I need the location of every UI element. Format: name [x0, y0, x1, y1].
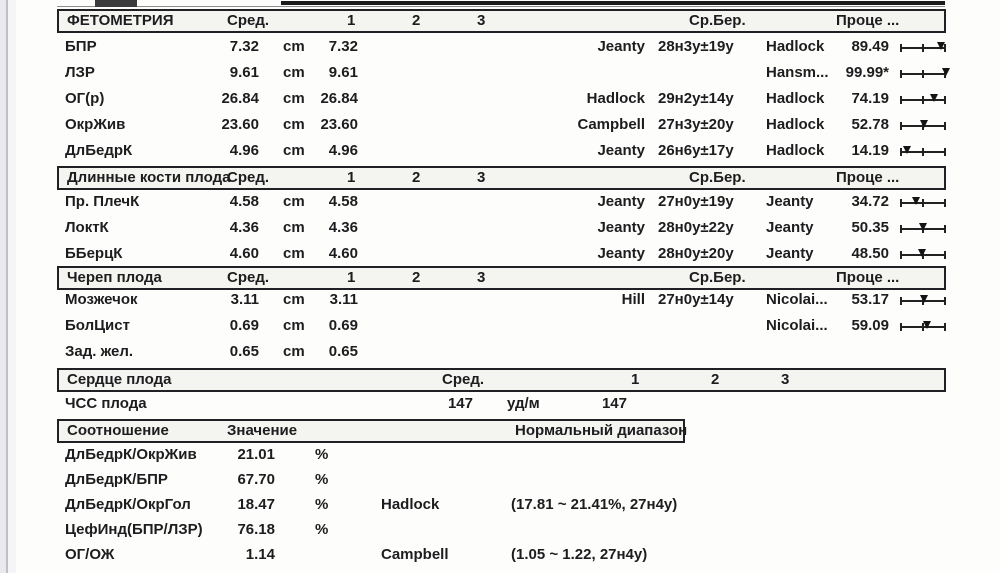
measurement-1: 9.61 — [328, 64, 358, 81]
percentile-scale — [900, 249, 946, 260]
percentile-value: 53.17 — [851, 291, 889, 308]
col-header-2: 2 — [412, 169, 421, 186]
ratio-value: 76.18 — [237, 521, 275, 538]
unit-label: cm — [283, 245, 305, 262]
col-header-percentile: Проце ... — [836, 169, 900, 186]
ratio-name: ОГ/ОЖ — [65, 546, 115, 563]
gest-age-value: 27н0у±19у — [658, 193, 734, 210]
avg-value: 7.32 — [229, 38, 259, 55]
percentile-author: Jeanty — [766, 193, 814, 210]
col-header-avg: Сред. — [227, 269, 270, 286]
unit-label: cm — [283, 193, 305, 210]
ratio-name: ДлБедрК/ОкрЖив — [65, 446, 197, 463]
ratio-value: 18.47 — [237, 496, 275, 513]
avg-value: 9.61 — [229, 64, 259, 81]
section-header-long-bones — [57, 166, 946, 190]
percentile-scale — [900, 42, 946, 53]
percentile-value: 89.49 — [851, 38, 889, 55]
table-row — [57, 216, 948, 242]
col-header-normal-range: Нормальный диапазон — [515, 422, 688, 439]
percentile-scale — [900, 197, 946, 208]
percentile-scale — [900, 94, 946, 105]
percentile-value: 14.19 — [851, 142, 889, 159]
percentile-value: 52.78 — [851, 116, 889, 133]
col-header-avg: Сред. — [227, 169, 270, 186]
measurement-1: 23.60 — [320, 116, 358, 133]
col-header-avg: Сред. — [227, 12, 270, 29]
gest-age-value: 28н3у±19у — [658, 38, 734, 55]
percentile-value: 34.72 — [851, 193, 889, 210]
measurement-1: 0.69 — [328, 317, 358, 334]
col-header-2: 2 — [412, 269, 421, 286]
gest-age-value: 26н6у±17у — [658, 142, 734, 159]
section-title: Сердце плода — [67, 371, 172, 388]
ratio-value: 21.01 — [237, 446, 275, 463]
gest-age-value: 29н2у±14у — [658, 90, 734, 107]
section-skull — [57, 266, 948, 366]
table-row — [57, 35, 948, 61]
param-name: ЛоктК — [65, 219, 109, 236]
measurement-1: 26.84 — [320, 90, 358, 107]
cropped-table-edge-thin — [57, 6, 945, 7]
col-header-1: 1 — [347, 12, 356, 29]
section-fetometry — [57, 9, 948, 166]
percentile-scale — [900, 223, 946, 234]
unit-label: % — [315, 521, 329, 538]
percentile-marker-icon — [918, 249, 926, 257]
gest-author — [495, 314, 645, 338]
percentile-value: 74.19 — [851, 90, 889, 107]
gest-author: Jeanty — [597, 193, 645, 210]
ratio-name: ДлБедрК/ОкрГол — [65, 496, 191, 513]
col-header-gest-age: Ср.Бер. — [689, 12, 746, 29]
col-header-1: 1 — [631, 371, 640, 388]
percentile-marker-icon — [942, 68, 950, 76]
unit-label: cm — [283, 219, 305, 236]
section-header-fetometry — [57, 9, 946, 33]
param-name: БПР — [65, 38, 97, 55]
percentile-author: Hadlock — [766, 90, 825, 107]
col-header-2: 2 — [412, 12, 421, 29]
measurement-1: 4.96 — [328, 142, 358, 159]
scan-edge-strip — [0, 0, 8, 573]
table-row — [57, 392, 948, 418]
gest-author — [495, 340, 645, 364]
col-header-3: 3 — [477, 12, 486, 29]
param-name: Мозжечок — [65, 291, 138, 308]
unit-label: cm — [283, 343, 305, 360]
param-name: ЧСС плода — [65, 395, 147, 412]
param-name: БолЦист — [65, 317, 130, 334]
avg-value: 4.36 — [229, 219, 259, 236]
section-title: ФЕТОМЕТРИЯ — [67, 12, 174, 29]
param-name: ББерцК — [65, 245, 123, 262]
measurement-1: 4.58 — [328, 193, 358, 210]
param-name: ЛЗР — [65, 64, 95, 81]
percentile-value: 59.09 — [851, 317, 889, 334]
percentile-author: Nicolai... — [766, 291, 828, 308]
col-header-1: 1 — [347, 269, 356, 286]
unit-label: % — [315, 496, 329, 513]
normal-range: (17.81 ~ 21.41%, 27н4у) — [511, 496, 678, 513]
unit-label: % — [315, 446, 329, 463]
table-row — [57, 139, 948, 165]
param-name: Зад. жел. — [65, 343, 134, 360]
table-row — [57, 314, 948, 340]
percentile-marker-icon — [920, 120, 928, 128]
table-row — [57, 87, 948, 113]
gest-age-value: 27н0у±14у — [658, 291, 734, 308]
table-row — [57, 518, 948, 544]
percentile-scale — [900, 321, 946, 332]
table-row — [57, 443, 948, 469]
table-row — [57, 288, 948, 314]
table-row — [57, 242, 948, 268]
percentile-author: Hadlock — [766, 116, 825, 133]
percentile-scale — [900, 295, 946, 306]
table-row — [57, 493, 948, 519]
avg-value: 23.60 — [221, 116, 259, 133]
param-name: ОкрЖив — [65, 116, 126, 133]
table-row — [57, 61, 948, 87]
percentile-author: Hadlock — [766, 142, 825, 159]
percentile-marker-icon — [930, 94, 938, 102]
avg-value: 147 — [447, 395, 473, 412]
gest-author: Jeanty — [597, 245, 645, 262]
gest-age-value: 28н0у±22у — [658, 219, 734, 236]
col-header-gest-age: Ср.Бер. — [689, 169, 746, 186]
range-author: Campbell — [381, 546, 449, 563]
percentile-marker-icon — [923, 321, 931, 329]
col-header-2: 2 — [711, 371, 720, 388]
section-header-ratios — [57, 419, 688, 443]
col-header-3: 3 — [477, 269, 486, 286]
gest-author: Jeanty — [597, 142, 645, 159]
gest-author: Jeanty — [597, 38, 645, 55]
gest-age-value: 27н3у±20у — [658, 116, 734, 133]
unit-label: cm — [283, 116, 305, 133]
section-ratios — [57, 419, 948, 573]
percentile-scale — [900, 120, 946, 131]
param-name: ОГ(р) — [65, 90, 105, 107]
percentile-value — [803, 340, 889, 364]
percentile-value: 99.99* — [845, 64, 889, 81]
section-heart — [57, 368, 948, 418]
gest-author — [495, 61, 645, 85]
avg-value: 3.11 — [230, 291, 259, 308]
avg-value: 0.69 — [229, 317, 259, 334]
gest-author: Campbell — [577, 116, 645, 133]
percentile-author: Jeanty — [766, 245, 814, 262]
normal-range: (1.05 ~ 1.22, 27н4у) — [511, 546, 648, 563]
percentile-marker-icon — [920, 295, 928, 303]
avg-value: 4.96 — [229, 142, 259, 159]
ratio-value: 1.14 — [245, 546, 275, 563]
percentile-value: 48.50 — [851, 245, 889, 262]
percentile-author: Hansm... — [766, 64, 829, 81]
avg-value: 0.65 — [229, 343, 259, 360]
avg-value: 4.60 — [229, 245, 259, 262]
percentile-marker-icon — [919, 223, 927, 231]
measurement-1: 4.36 — [328, 219, 358, 236]
unit-label: уд/м — [507, 395, 540, 412]
unit-label: cm — [283, 64, 305, 81]
gest-author: Hadlock — [586, 90, 645, 107]
col-header-percentile: Проце ... — [836, 12, 900, 29]
col-header-3: 3 — [781, 371, 790, 388]
cropped-table-edge-thick — [281, 1, 945, 5]
measurement-1: 4.60 — [328, 245, 358, 262]
col-header-gest-age: Ср.Бер. — [689, 269, 746, 286]
range-author: Hadlock — [381, 496, 440, 513]
col-header-3: 3 — [477, 169, 486, 186]
percentile-scale — [900, 68, 946, 79]
section-title: Череп плода — [67, 269, 162, 286]
col-header-percentile: Проце ... — [836, 269, 900, 286]
unit-label: cm — [283, 90, 305, 107]
percentile-marker-icon — [937, 42, 945, 50]
col-header-1: 1 — [347, 169, 356, 186]
param-name: ДлБедрК — [65, 142, 133, 159]
unit-label: % — [315, 471, 329, 488]
measurement-1: 147 — [601, 395, 627, 412]
gest-author: Hill — [621, 291, 645, 308]
ratio-value: 67.70 — [237, 471, 275, 488]
table-row — [57, 468, 948, 494]
col-header-avg: Сред. — [442, 371, 485, 388]
measurement-1: 3.11 — [329, 291, 358, 308]
section-title: Соотношение — [67, 422, 169, 439]
percentile-author: Jeanty — [766, 219, 814, 236]
table-row — [57, 340, 948, 366]
section-header-skull — [57, 266, 946, 290]
measurement-1: 0.65 — [328, 343, 358, 360]
ratio-name: ДлБедрК/БПР — [65, 471, 168, 488]
percentile-author: Nicolai... — [766, 317, 828, 334]
percentile-marker-icon — [903, 146, 911, 154]
unit-label: cm — [283, 142, 305, 159]
ratio-name: ЦефИнд(БПР/ЛЗР) — [65, 521, 203, 538]
percentile-scale — [900, 146, 946, 157]
percentile-marker-icon — [912, 197, 920, 205]
gest-author: Jeanty — [597, 219, 645, 236]
measurement-1: 7.32 — [328, 38, 358, 55]
table-row — [57, 190, 948, 216]
table-row — [57, 543, 948, 569]
gest-age-value: 28н0у±20у — [658, 245, 734, 262]
percentile-value: 50.35 — [851, 219, 889, 236]
section-long-bones — [57, 166, 948, 266]
unit-label: cm — [283, 38, 305, 55]
avg-value: 4.58 — [229, 193, 259, 210]
cropped-ink-mark — [95, 0, 137, 7]
param-name: Пр. ПлечК — [65, 193, 140, 210]
scan-edge-band — [8, 0, 16, 573]
avg-value: 26.84 — [221, 90, 259, 107]
unit-label: cm — [283, 317, 305, 334]
section-header-heart — [57, 368, 946, 392]
col-header-value: Значение — [227, 422, 298, 439]
table-row — [57, 113, 948, 139]
section-title: Длинные кости плода — [67, 169, 231, 186]
percentile-author: Hadlock — [766, 38, 825, 55]
unit-label: cm — [283, 291, 305, 308]
